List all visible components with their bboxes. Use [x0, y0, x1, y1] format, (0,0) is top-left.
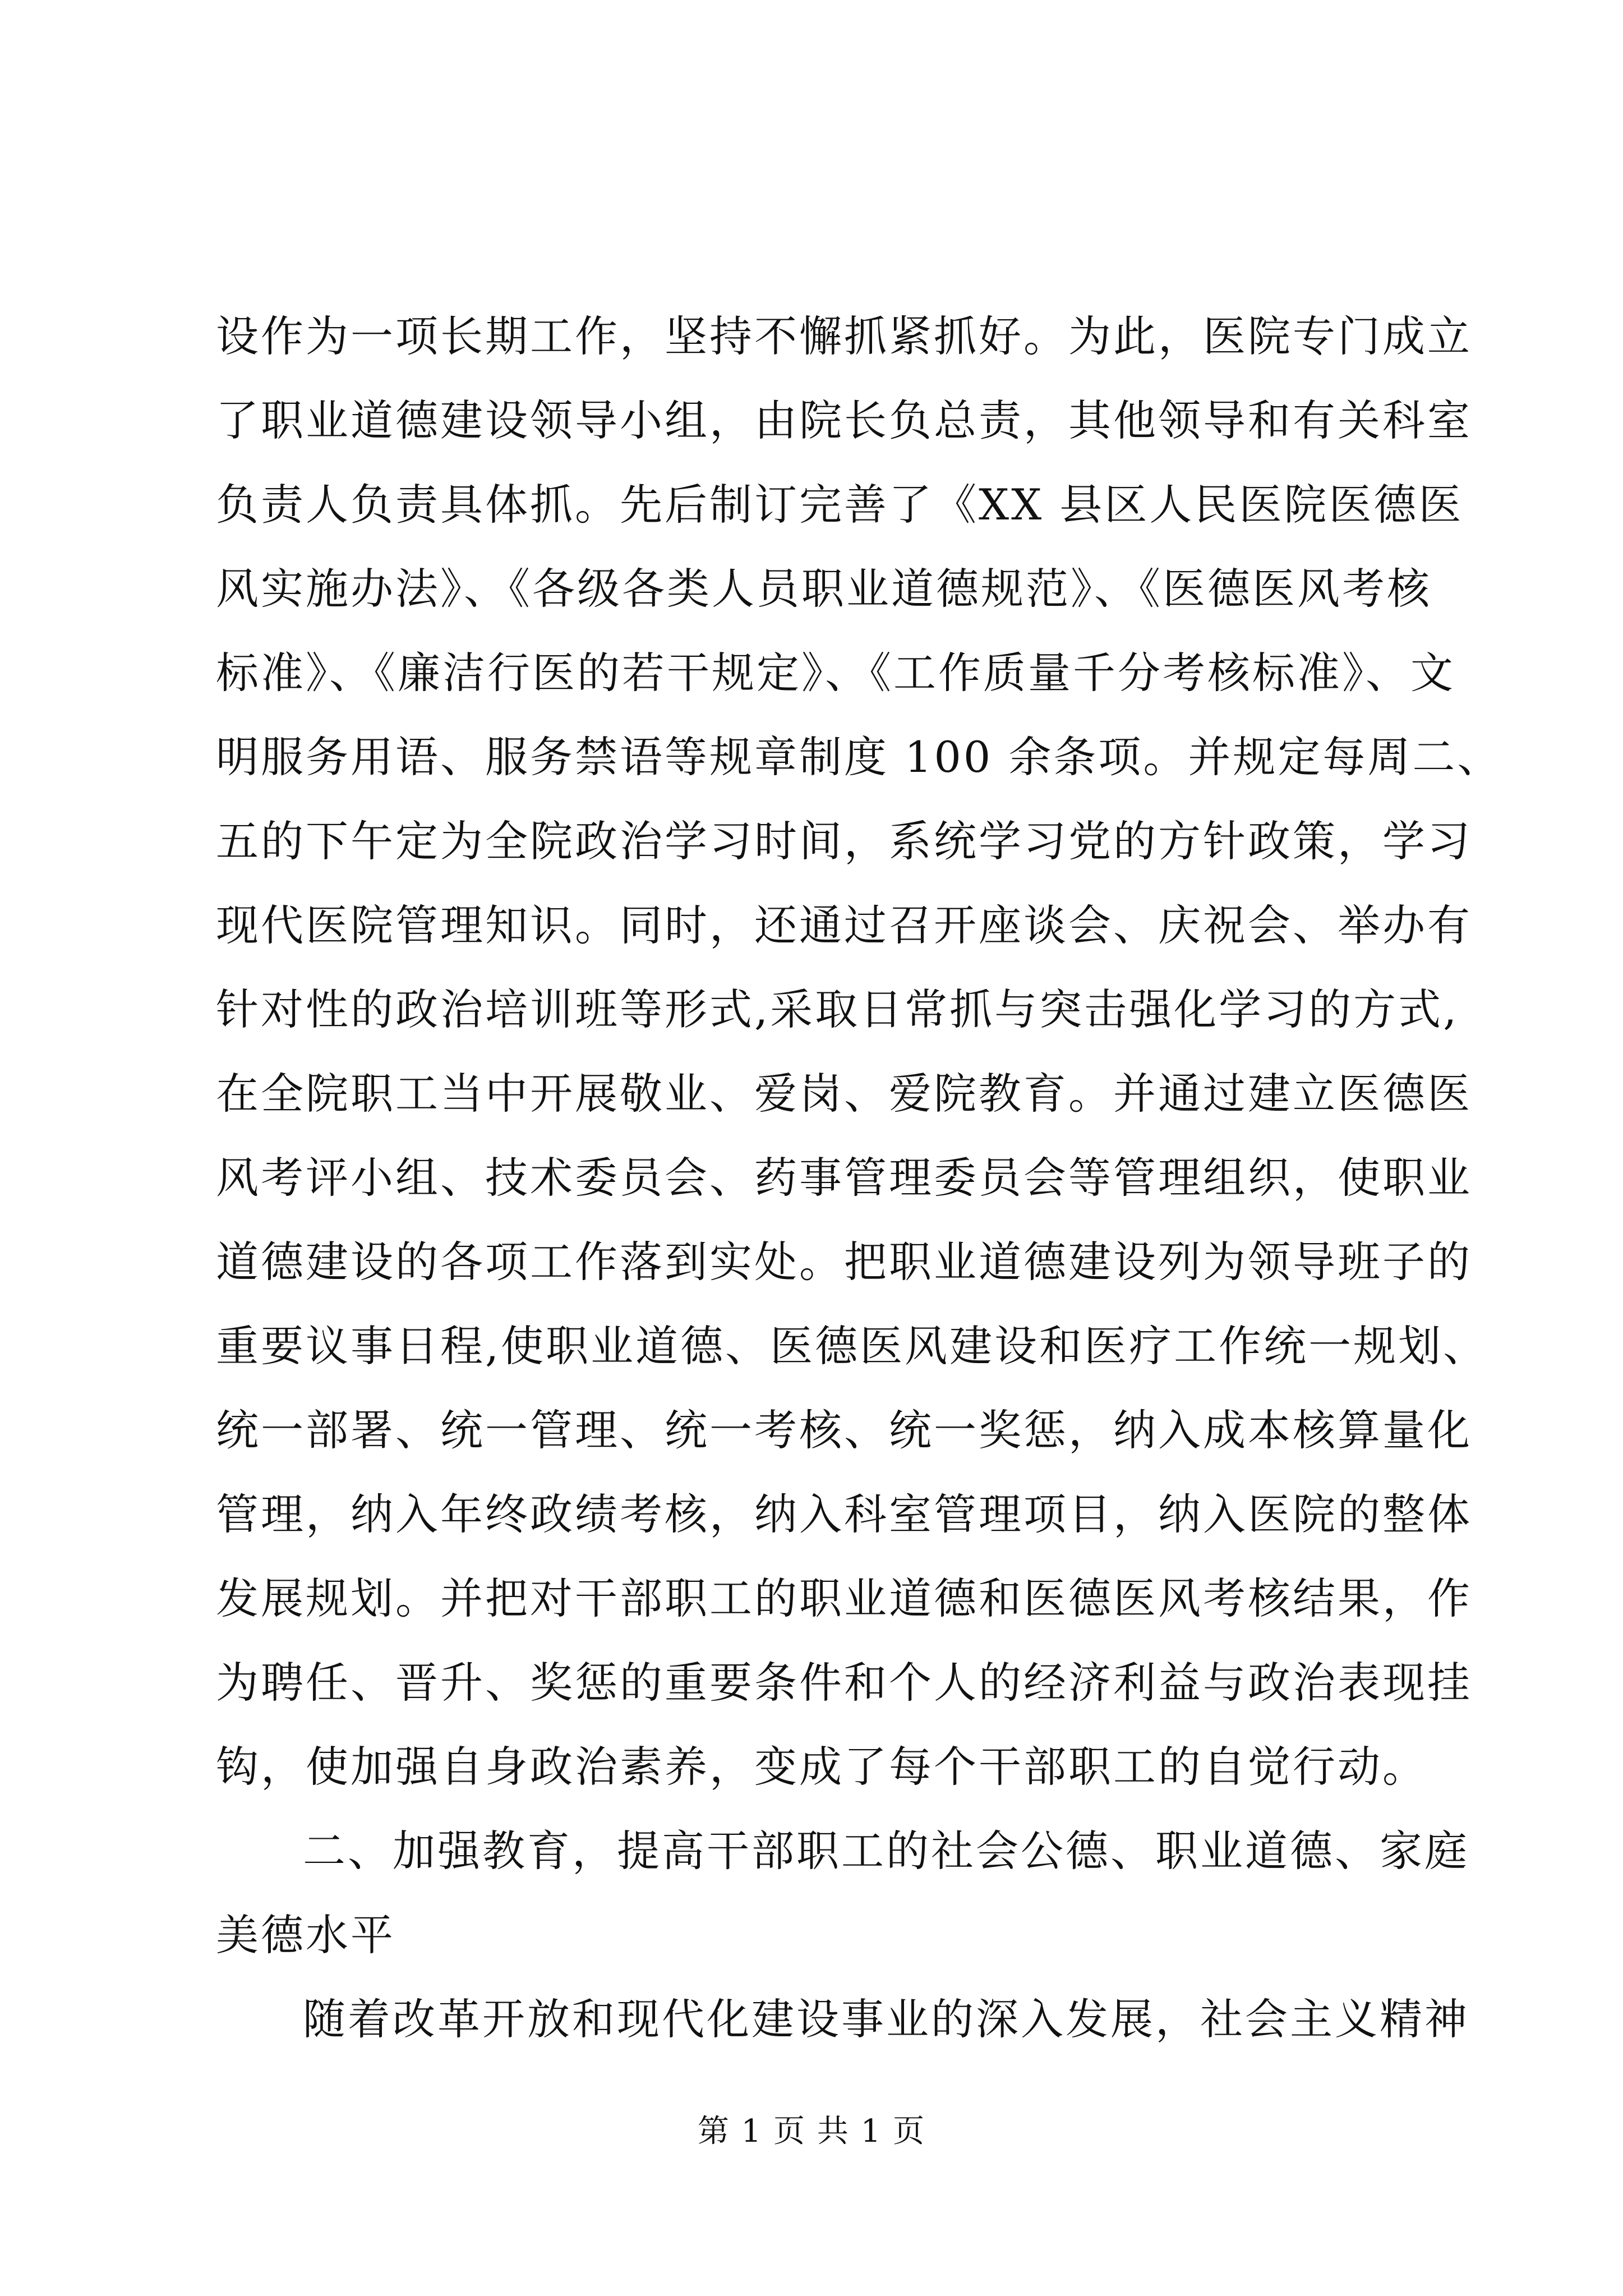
body-text-line: 管理，纳入年终政绩考核，纳入科室管理项目，纳入医院的整体 — [216, 1489, 1472, 1539]
body-text-line: 随着改革开放和现代化建设事业的深入发展，社会主义精神 — [303, 1994, 1469, 2044]
body-text-line: 钩，使加强自身政治素养，变成了每个干部职工的自觉行动。 — [216, 1742, 1427, 1792]
body-text-line: 明服务用语、服务禁语等规章制度 100 余条项。并规定每周二、 — [216, 732, 1502, 782]
body-text-line: 重要议事日程,使职业道德、医德医风建设和医疗工作统一规划、 — [216, 1321, 1488, 1371]
body-text-line: 在全院职工当中开展敬业、爱岗、爱院教育。并通过建立医德医 — [216, 1069, 1472, 1119]
body-text-line: 统一部署、统一管理、统一考核、统一奖惩，纳入成本核算量化 — [216, 1405, 1472, 1455]
body-text-line: 了职业道德建设领导小组，由院长负总责，其他领导和有关科室 — [216, 395, 1472, 445]
body-text-line: 针对性的政治培训班等形式,采取日常抓与突击强化学习的方式, — [216, 984, 1459, 1034]
body-text-line: 为聘任、晋升、奖惩的重要条件和个人的经济利益与政治表现挂 — [216, 1658, 1472, 1708]
section-heading-line: 二、加强教育，提高干部职工的社会公德、职业道德、家庭 — [303, 1826, 1469, 1876]
body-text-line: 道德建设的各项工作落到实处。把职业道德建设列为领导班子的 — [216, 1237, 1472, 1287]
body-text-line: 现代医院管理知识。同时，还通过召开座谈会、庆祝会、举办有 — [216, 900, 1472, 950]
body-text-line: 五的下午定为全院政治学习时间，系统学习党的方针政策，学习 — [216, 816, 1472, 866]
body-text-line: 负责人负责具体抓。先后制订完善了《XX 县区人民医院医德医 — [216, 480, 1464, 530]
body-text-line: 设作为一项长期工作，坚持不懈抓紧抓好。为此，医院专门成立 — [216, 311, 1472, 361]
section-heading-line: 美德水平 — [216, 1910, 395, 1960]
body-text-line: 发展规划。并把对干部职工的职业道德和医德医风考核结果，作 — [216, 1573, 1472, 1623]
page-number-footer: 第 1 页 共 1 页 — [697, 2113, 926, 2150]
body-text-line: 风考评小组、技术委员会、药事管理委员会等管理组织，使职业 — [216, 1153, 1472, 1203]
body-text-line: 标准》、《廉洁行医的若干规定》、《工作质量千分考核标准》、文 — [216, 648, 1455, 698]
body-text-line: 风实施办法》、《各级各类人员职业道德规范》、《医德医风考核 — [216, 564, 1432, 614]
